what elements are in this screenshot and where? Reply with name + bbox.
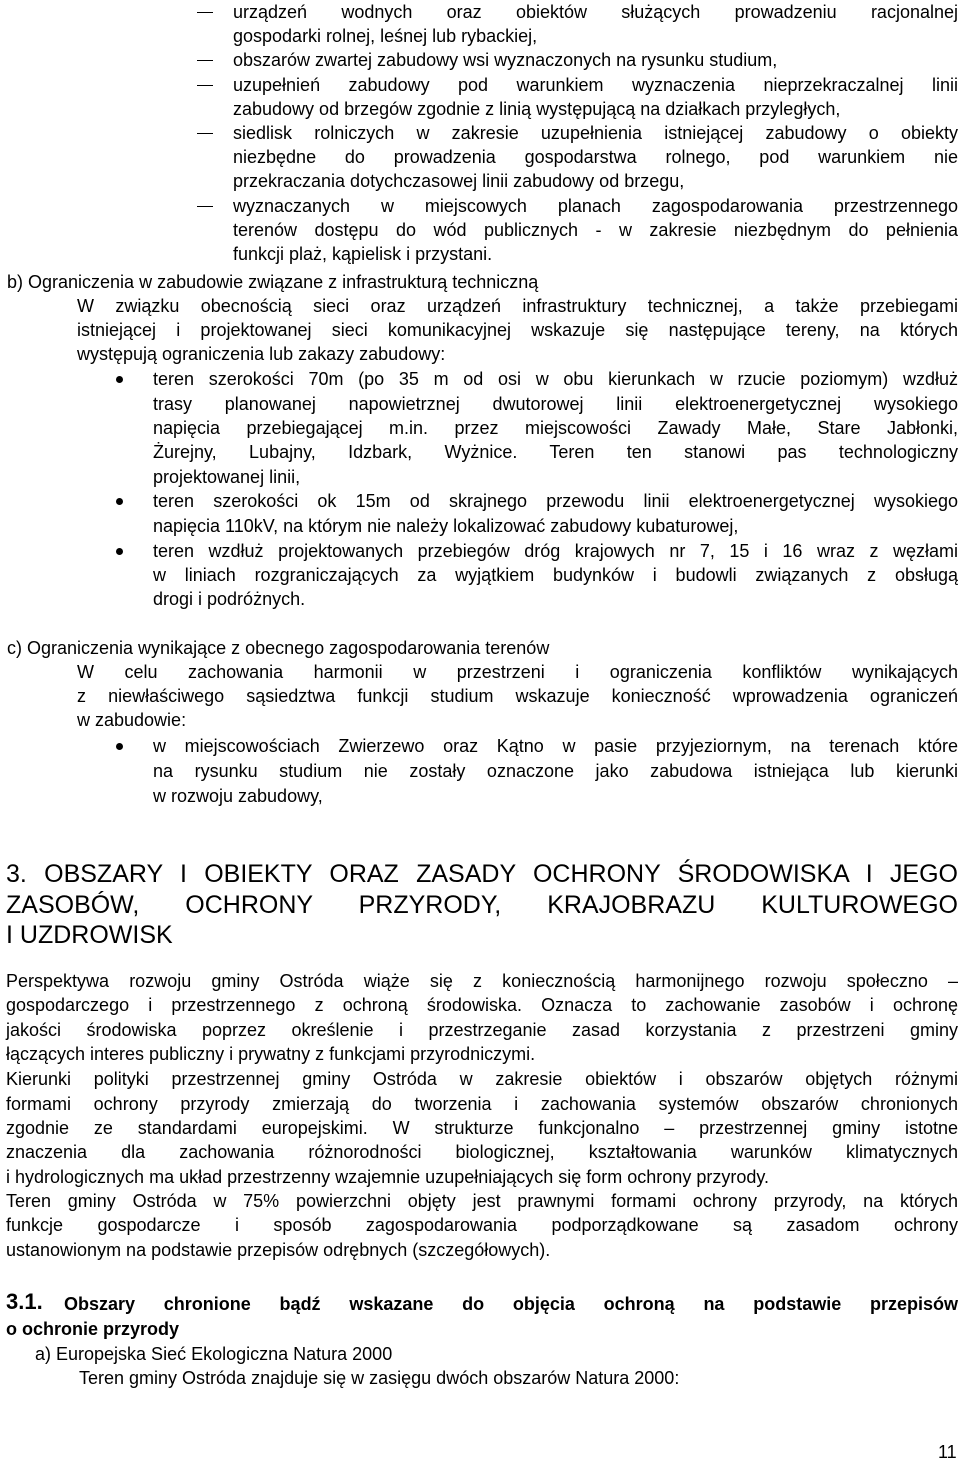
section-c-bullet-line: w miejscowościach Zwierzewo oraz Kątno w pasie przyjeziornym, na terenach które xyxy=(153,736,958,756)
chapter-3-paragraph-line: łączących interes publiczny i prywatny z funkcjami przyrodniczymi. xyxy=(6,1044,536,1064)
chapter-3-title: ZASOBÓW, OCHRONY PRZYRODY, KRAJOBRAZU KULTUROWEGO xyxy=(6,891,958,919)
chapter-3-paragraph-line: formami ochrony przyrody zmierzają do tworzenia i zachowania systemów obszarów chronionych xyxy=(6,1094,958,1114)
section-b-bullet-line: Żurejny, Lubajny, Idzbark, Wyżnice. Teren ten stanowi pas technologiczny xyxy=(153,442,958,462)
section-b-bullet-line: napięcia przebiegającej m.in. przez miejscowości Zawady Małe, Stare Jabłonki, xyxy=(153,418,958,438)
subsection-a-text: Teren gminy Ostróda znajduje się w zasięgu dwóch obszarów Natura 2000: xyxy=(79,1368,680,1388)
bullet-marker xyxy=(116,376,123,383)
section-b-bullet-line: trasy planowanej napowietrznej dwutorowej linii elektroenergetycznej wysokiego xyxy=(153,394,958,414)
dash-marker xyxy=(197,206,213,207)
chapter-3-paragraph-line: znaczenia dla zachowania różnorodności biologicznej, kształtowania warunków klimatycznych xyxy=(6,1142,958,1162)
section-c-heading: c) Ograniczenia wynikające z obecnego zagospodarowania terenów xyxy=(7,638,550,658)
bullet-marker xyxy=(116,498,123,505)
dash-list-line: wyznaczanych w miejscowych planach zagospodarowania przestrzennego xyxy=(233,195,958,216)
dash-list-line: zabudowy od brzegów zgodnie z linią występującą na działkach przyległych, xyxy=(233,98,841,119)
dash-list-line: terenów dostępu do wód publicznych - w zakresie niezbędnym do pełnienia xyxy=(233,219,958,240)
chapter-3-paragraph-line: Teren gminy Ostróda w 75% powierzchni objęty jest prawnymi formami ochrony przyrody, na których xyxy=(6,1191,958,1211)
dash-marker xyxy=(197,12,213,13)
chapter-3-paragraph-line: i hydrologicznych ma układ przestrzenny wzajemnie uzupełniających się form ochrony przyrody. xyxy=(6,1167,770,1187)
chapter-3-paragraph-line: Kierunki polityki przestrzennej gminy Ostróda w zakresie obiektów i obszarów objętych różnymi xyxy=(6,1069,958,1089)
chapter-3-paragraph-line: funkcje gospodarcze i sposób zagospodarowania podporządkowane są zasadom ochrony xyxy=(6,1215,958,1235)
chapter-3-paragraph-line: ustanowionym na podstawie przepisów odrębnych (szczegółowych). xyxy=(6,1240,551,1260)
section-b-bullet-line: w liniach rozgraniczających za wyjątkiem budynków i budowli związanych z obsługą xyxy=(153,565,958,585)
section-c-bullet-line: na rysunku studium nie zostały oznaczone jako zabudowa istniejąca lub kierunki xyxy=(153,761,958,781)
bullet-marker xyxy=(116,548,123,555)
section-b-bullet-line: teren szerokości 70m (po 35 m od osi w obu kierunkach w rzucie poziomym) wzdłuż xyxy=(153,369,958,389)
section-c-intro-line: w zabudowie: xyxy=(77,710,187,730)
section-b-bullet-line: drogi i podróżnych. xyxy=(153,589,306,609)
dash-marker xyxy=(197,60,213,61)
bullet-marker xyxy=(116,743,123,750)
chapter-3-paragraph-line: zgodnie ze standardami europejskimi. W strukturze funkcjonalno – przestrzennej gminy istotne xyxy=(6,1118,958,1138)
chapter-3-paragraph-line: gospodarczego i przestrzennego z ochroną środowiska. Oznacza to zachowanie zasobów i ochronę xyxy=(6,995,958,1015)
page-number: 11 xyxy=(938,1442,957,1462)
dash-list-line: siedlisk rolniczych w zakresie uzupełnienia istniejącej zabudowy o obiekty xyxy=(233,123,958,143)
dash-list-line: gospodarki rolnej, leśnej lub rybackiej, xyxy=(233,26,538,47)
dash-list-line: przekraczania dotychczasowej linii zabudowy od brzegu, xyxy=(233,171,685,192)
section-3-1-title: Obszary chronione bądź wskazane do objęcia ochroną na podstawie przepisów xyxy=(64,1294,958,1314)
chapter-3-title: 3. OBSZARY I OBIEKTY ORAZ ZASADY OCHRONY ŚRODOWISKA I JEGO xyxy=(6,860,958,888)
dash-list-line: urządzeń wodnych oraz obiektów służących prowadzeniu racjonalnej xyxy=(233,2,958,22)
section-b-bullet-line: projektowanej linii, xyxy=(153,467,301,487)
section-b-bullet-line: teren wzdłuż projektowanych przebiegów dróg krajowych nr 7, 15 i 16 wraz z węzłami xyxy=(153,541,958,561)
section-b-intro-line: występują ograniczenia lub zakazy zabudowy: xyxy=(77,344,446,364)
chapter-3-paragraph-line: Perspektywa rozwoju gminy Ostróda wiąże się z koniecznością harmonijnego rozwoju społeczno – xyxy=(6,971,958,991)
section-b-heading: b) Ograniczenia w zabudowie związane z infrastrukturą techniczną xyxy=(7,272,539,292)
dash-list-line: funkcji plaż, kąpielisk i przystani. xyxy=(233,244,493,264)
section-3-1-number: 3.1. xyxy=(6,1289,43,1314)
section-3-1-title: o ochronie przyrody xyxy=(6,1319,180,1339)
dash-list-line: niezbędne do prowadzenia gospodarstwa rolnego, pod warunkiem nie xyxy=(233,147,958,168)
subsection-a-heading: a) Europejska Sieć Ekologiczna Natura 2000 xyxy=(35,1344,393,1364)
dash-list-line: uzupełnień zabudowy pod warunkiem wyznaczenia nieprzekraczalnej linii xyxy=(233,74,958,95)
dash-list-line: obszarów zwartej zabudowy wsi wyznaczonych na rysunku studium, xyxy=(233,50,778,71)
section-b-bullet-line: teren szerokości ok 15m od skrajnego przewodu linii elektroenergetycznej wysokiego xyxy=(153,491,958,511)
chapter-3-title: I UZDROWISK xyxy=(6,921,173,949)
dash-marker xyxy=(197,133,213,134)
section-c-bullet-line: w rozwoju zabudowy, xyxy=(153,786,323,806)
chapter-3-paragraph-line: jakości środowiska poprzez określenie i przestrzeganie zasad korzystania z przestrzeni gminy xyxy=(6,1020,958,1040)
section-b-intro-line: W związku obecnością sieci oraz urządzeń infrastruktury technicznej, a także przebiegami xyxy=(77,296,958,316)
section-c-intro-line: z niewłaściwego sąsiedztwa funkcji studium wskazuje konieczność wprowadzenia ograniczeń xyxy=(77,686,958,706)
section-c-intro-line: W celu zachowania harmonii w przestrzeni i ograniczenia konfliktów wynikających xyxy=(77,662,958,682)
section-b-bullet-line: napięcia 110kV, na którym nie należy lokalizować zabudowy kubaturowej, xyxy=(153,516,739,536)
section-b-intro-line: istniejącej i projektowanej sieci komunikacyjnej wskazuje się następujące tereny, na których xyxy=(77,320,958,340)
dash-marker xyxy=(197,85,213,86)
